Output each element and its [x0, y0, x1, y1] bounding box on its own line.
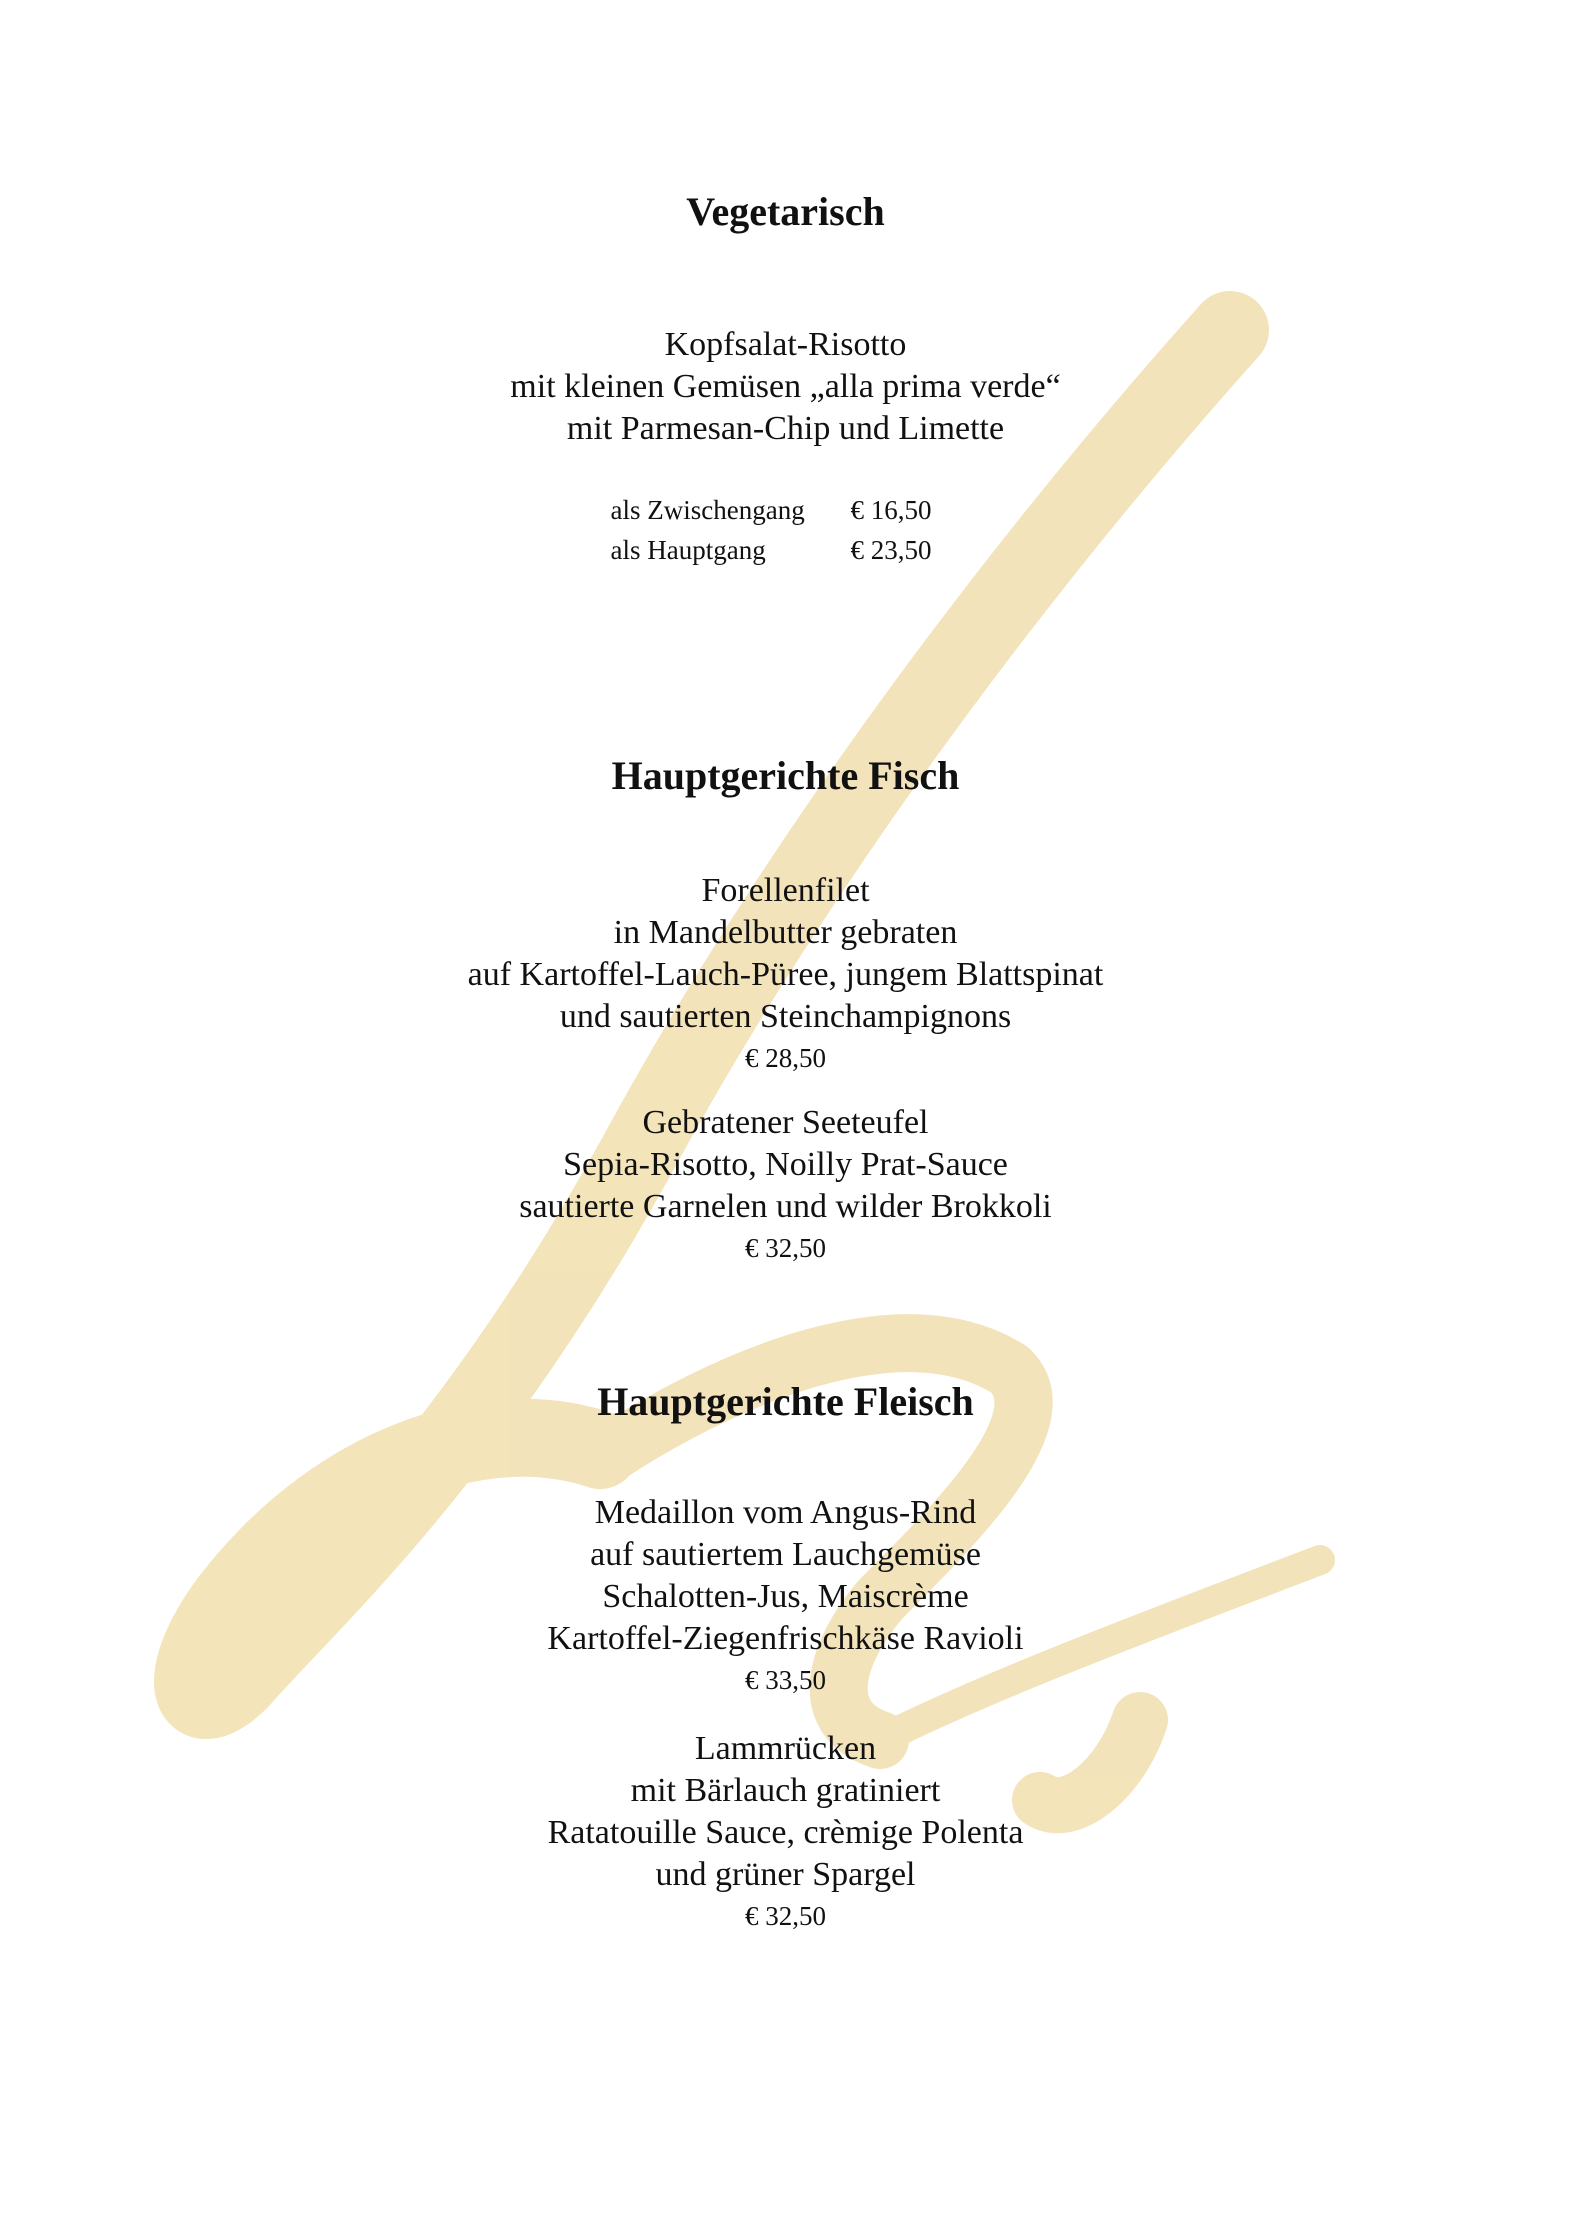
dish-description: und grüner Spargel [655, 1856, 916, 1893]
price-row-zwischengang [0, 490, 1571, 530]
price-label: als Zwischengang [610, 495, 805, 525]
dish-description: mit Bärlauch gratiniert [630, 1772, 941, 1809]
dish-description: Kartoffel-Ziegenfrischkäse Ravioli [547, 1620, 1024, 1657]
dish-description: Ratatouille Sauce, crèmige Polenta [547, 1814, 1024, 1851]
price-table-kopfsalat-risotto [0, 490, 1571, 570]
dish-description: auf sautiertem Lauchgemüse [590, 1536, 981, 1573]
dish-description: sautierte Garnelen und wilder Brokkoli [519, 1188, 1052, 1225]
dish-description: und sautierten Steinchampignons [559, 998, 1012, 1035]
dish-forellenfilet [0, 870, 1571, 1078]
dish-description: in Mandelbutter gebraten [613, 914, 958, 951]
price-value: € 23,50 [850, 535, 932, 565]
dish-price: € 32,50 [745, 1233, 826, 1263]
dish-price: € 33,50 [745, 1665, 826, 1695]
dish-description: mit kleinen Gemüsen „alla prima verde“ [510, 368, 1061, 405]
dish-name: Forellenfilet [701, 872, 870, 909]
dish-price: € 32,50 [745, 1901, 826, 1931]
dish-price: € 28,50 [745, 1043, 826, 1073]
dish-angus-medaillon [0, 1492, 1571, 1700]
price-label: als Hauptgang [610, 535, 766, 565]
section-title-vegetarisch: Vegetarisch [686, 189, 885, 234]
dish-kopfsalat-risotto [0, 324, 1571, 450]
dish-description: auf Kartoffel-Lauch-Püree, jungem Blattspinat [467, 956, 1104, 993]
dish-name: Kopfsalat-Risotto [664, 326, 907, 363]
section-title-fleisch: Hauptgerichte Fleisch [597, 1379, 974, 1424]
section-title-fisch: Hauptgerichte Fisch [611, 753, 960, 798]
dish-name: Gebratener Seeteufel [642, 1104, 929, 1141]
dish-name: Lammrücken [694, 1730, 877, 1767]
dish-description: mit Parmesan-Chip und Limette [566, 410, 1005, 447]
dish-seeteufel [0, 1102, 1571, 1268]
price-row-hauptgang [0, 530, 1571, 570]
dish-description: Schalotten-Jus, Maiscrème [602, 1578, 969, 1615]
dish-name: Medaillon vom Angus-Rind [594, 1494, 977, 1531]
dish-description: Sepia-Risotto, Noilly Prat-Sauce [563, 1146, 1008, 1183]
dish-lammruecken [0, 1728, 1571, 1936]
price-value: € 16,50 [850, 495, 932, 525]
